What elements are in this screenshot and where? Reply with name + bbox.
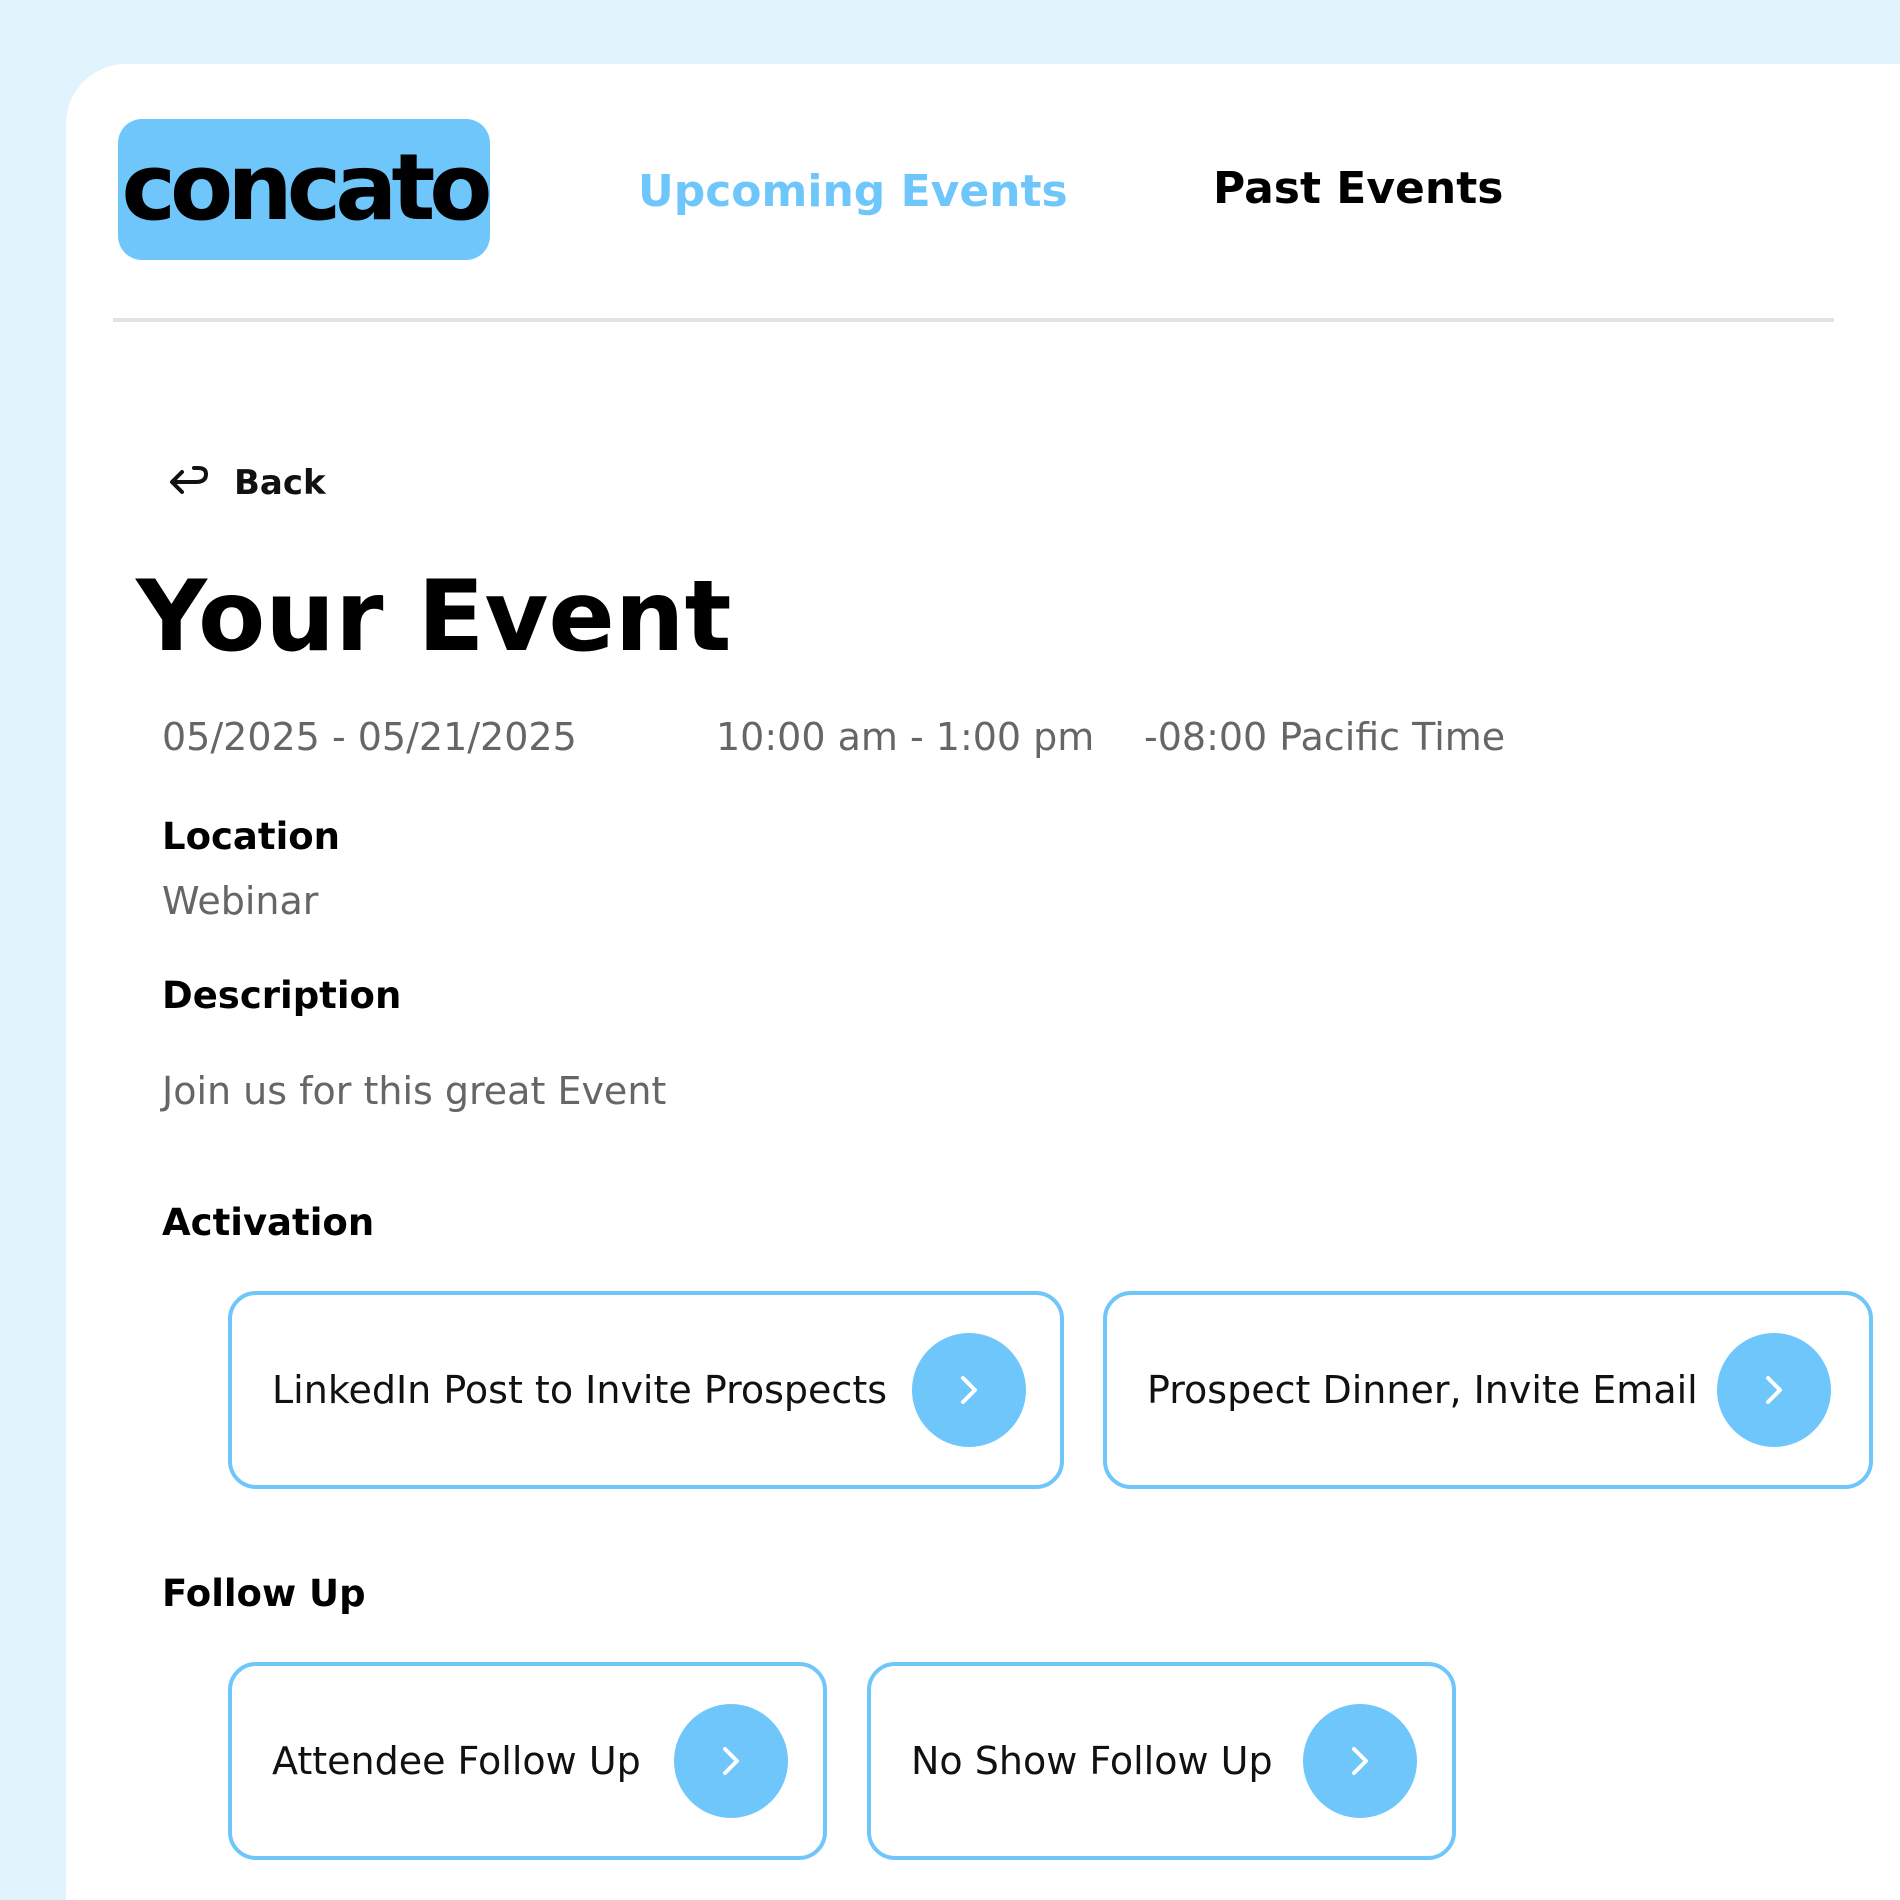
location-label: Location: [162, 815, 341, 858]
logo-text: concato: [121, 133, 487, 241]
event-time-range: 10:00 am - 1:00 pm: [716, 715, 1095, 759]
back-label: Back: [234, 463, 326, 503]
card-arrow-button[interactable]: [1717, 1333, 1831, 1447]
chevron-right-icon: [711, 1741, 751, 1781]
nav-past-events[interactable]: Past Events: [1213, 163, 1504, 214]
card-label: No Show Follow Up: [911, 1739, 1273, 1783]
card-label: Attendee Follow Up: [272, 1739, 641, 1783]
card-label: LinkedIn Post to Invite Prospects: [272, 1368, 888, 1412]
card-arrow-button[interactable]: [1303, 1704, 1417, 1818]
card-arrow-button[interactable]: [912, 1333, 1026, 1447]
event-timezone: -08:00 Pacific Time: [1144, 715, 1506, 759]
event-date-range: 05/2025 - 05/21/2025: [162, 715, 577, 759]
chevron-right-icon: [1754, 1370, 1794, 1410]
chevron-right-icon: [949, 1370, 989, 1410]
return-arrow-icon: [166, 460, 212, 506]
page-title: Your Event: [136, 560, 732, 674]
activation-card-linkedin[interactable]: [228, 1291, 1064, 1489]
chevron-right-icon: [1340, 1741, 1380, 1781]
card-label: Prospect Dinner, Invite Email: [1147, 1368, 1698, 1412]
description-value: Join us for this great Event: [162, 1069, 667, 1113]
follow-up-card-no-show[interactable]: [867, 1662, 1456, 1860]
concato-logo[interactable]: [118, 119, 490, 260]
activation-card-dinner[interactable]: [1103, 1291, 1873, 1489]
header-divider: [113, 318, 1834, 322]
description-label: Description: [162, 974, 402, 1017]
card-arrow-button[interactable]: [674, 1704, 788, 1818]
nav-upcoming-events[interactable]: Upcoming Events: [638, 166, 1068, 217]
back-button[interactable]: [166, 460, 326, 506]
follow-up-card-attendee[interactable]: [228, 1662, 827, 1860]
activation-heading: Activation: [162, 1201, 375, 1244]
follow-up-heading: Follow Up: [162, 1572, 366, 1615]
location-value: Webinar: [162, 879, 319, 923]
